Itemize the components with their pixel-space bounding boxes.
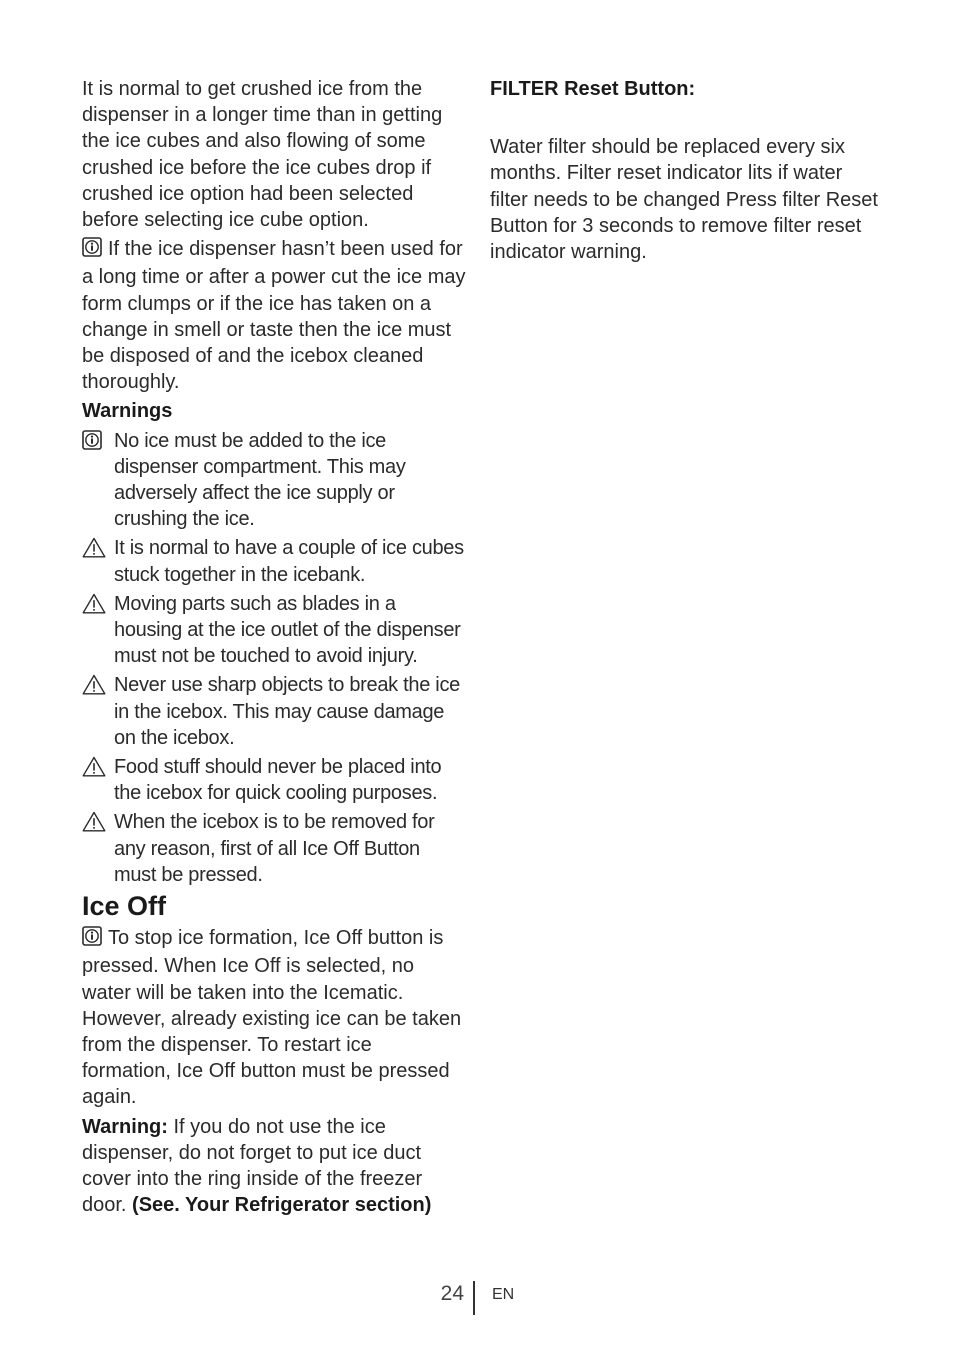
ice-off-paragraph [82, 925, 466, 1110]
filter-reset-paragraph: Water filter should be replaced every six months. Filter reset indicator lits if water filter needs to be changed Press filter Reset Button for 3 seconds to remove filter reset indicator warning. [490, 136, 878, 264]
intro-paragraph: It is normal to get crushed ice from the dispenser in a longer time than in getting the ice cubes and also flowing of some crushed ice before the ice cubes drop if crushed ice option had been selected before selecting ice cube option. [82, 78, 443, 232]
final-warning-paragraph [82, 1114, 466, 1219]
warning-item-6 [82, 809, 466, 888]
ice-off-text: To stop ice formation, Ice Off button is pressed. When Ice Off is selected, no water will be taken into the Icematic. However, already existing ice can be taken from the dispenser. To restart ice formation, Ice Off button must be pressed again. [82, 927, 462, 1109]
right-column [490, 76, 880, 265]
warning-item-2 [82, 535, 466, 587]
info-note-text: If the ice dispenser hasn’t been used for a long time or after a power cut the ice may form clumps or if the ice has taken on a change in smell or taste then the ice must be disposed of and the icebox cleaned thoroughly. [82, 238, 466, 394]
warning-icon [82, 756, 106, 777]
info-icon [82, 237, 102, 264]
info-icon [82, 430, 102, 450]
language-code: EN [492, 1286, 515, 1303]
warning-icon [82, 537, 106, 558]
ice-off-heading: Ice Off [82, 891, 167, 922]
warning-item-3 [82, 591, 466, 670]
filter-reset-heading: FILTER Reset Button: [490, 78, 696, 100]
warning-item-5 [82, 754, 466, 806]
page-number: 24 [440, 1282, 464, 1305]
warning-item-text: No ice must be added to the ice dispenser compartment. This may adversely affect the ice supply or crushing the ice. [114, 429, 406, 531]
final-warning-text: If you do not use the ice dispenser, do not forget to put ice duct cover into the ring inside of the freezer door. [82, 1115, 423, 1217]
warning-icon [82, 593, 106, 614]
warnings-heading: Warnings [82, 400, 173, 423]
info-icon [82, 926, 102, 953]
page-footer [0, 1281, 954, 1315]
final-warning-label: Warning: [82, 1115, 168, 1138]
warning-item-text: Food stuff should never be placed into the icebox for quick cooling purposes. [114, 756, 442, 805]
warning-item-text: Never use sharp objects to break the ice in the icebox. This may cause damage on the icebox. [114, 674, 460, 749]
info-note-paragraph [82, 236, 466, 395]
warning-icon [82, 811, 106, 832]
warning-item-4 [82, 672, 466, 751]
warning-item-text: Moving parts such as blades in a housing at the ice outlet of the dispenser must not be touched to avoid injury. [114, 592, 461, 668]
warning-item-1 [82, 428, 466, 533]
warning-item-text: It is normal to have a couple of ice cubes stuck together in the icebank. [114, 537, 464, 586]
section-reference: (See. Your Refrigerator section) [132, 1194, 432, 1217]
footer-divider [473, 1281, 475, 1315]
left-column [82, 76, 466, 1218]
warning-icon [82, 674, 106, 695]
warning-item-text: When the icebox is to be removed for any reason, first of all Ice Off Button must be pressed. [114, 811, 435, 886]
